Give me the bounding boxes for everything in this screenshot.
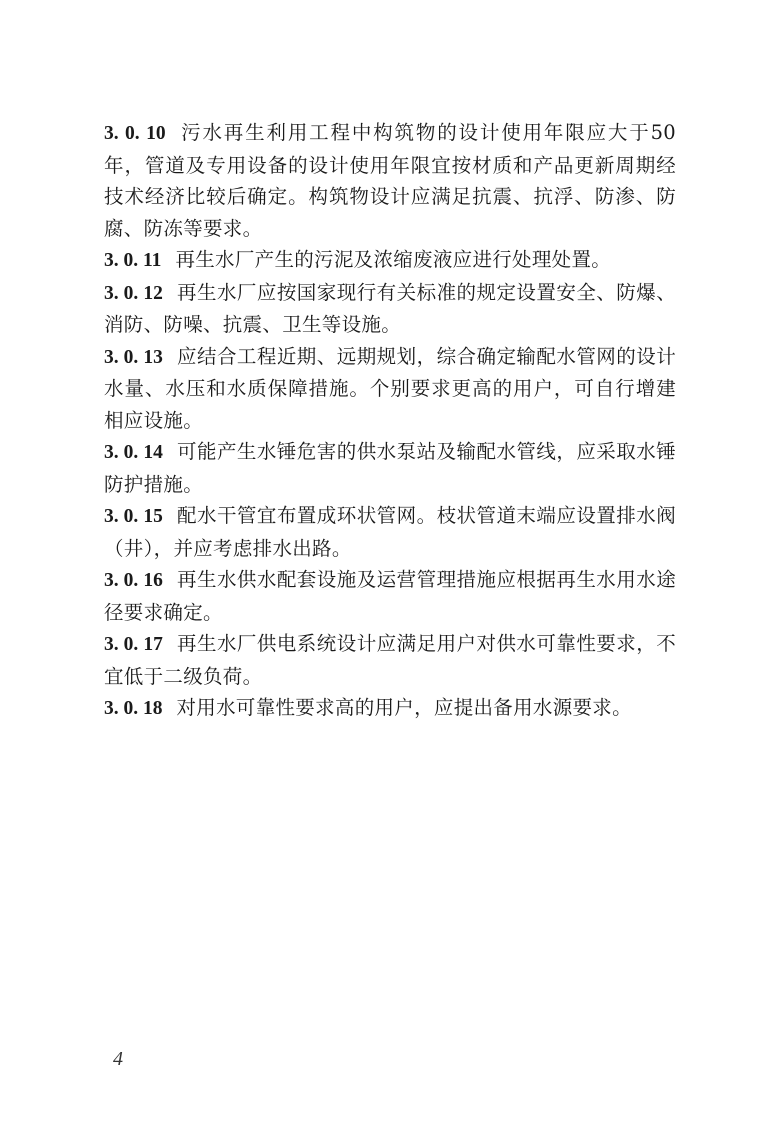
clause-3-0-15 bbox=[104, 500, 676, 564]
clause-text: 再生水供水配套设施及运营管理措施应根据再生水用水途径要求确定。 bbox=[104, 568, 676, 624]
clause-3-0-16 bbox=[104, 564, 676, 628]
clause-list bbox=[104, 117, 676, 725]
clause-number: 3. 0. 12 bbox=[104, 282, 163, 304]
clause-number: 3. 0. 15 bbox=[104, 506, 163, 527]
clause-text: 对用水可靠性要求高的用户，应提出备用水源要求。 bbox=[176, 696, 632, 719]
clause-3-0-10 bbox=[104, 117, 676, 244]
clause-3-0-12 bbox=[104, 277, 676, 341]
clause-text: 可能产生水锤危害的供水泵站及输配水管线，应采取水锤防护措施。 bbox=[104, 440, 676, 496]
clause-number: 3. 0. 11 bbox=[104, 250, 162, 271]
clause-number: 3. 0. 18 bbox=[104, 698, 163, 719]
clause-number: 3. 0. 13 bbox=[104, 346, 163, 368]
clause-3-0-17 bbox=[104, 628, 676, 692]
clause-3-0-18 bbox=[104, 692, 676, 725]
clause-text: 污水再生利用工程中构筑物的设计使用年限应大于50年，管道及专用设备的设计使用年限宜按材质和产品更新周期经技术经济比较后确定。构筑物设计应满足抗震、抗浮、防渗、防腐、防冻等要求。 bbox=[104, 121, 677, 240]
clause-3-0-14 bbox=[104, 436, 676, 500]
clause-text: 再生水厂应按国家现行有关标准的规定设置安全、防爆、消防、防噪、抗震、卫生等设施。 bbox=[104, 280, 676, 336]
clause-text: 再生水厂供电系统设计应满足用户对供水可靠性要求，不宜低于二级负荷。 bbox=[104, 632, 676, 688]
page-number: 4 bbox=[113, 1048, 123, 1070]
clause-number: 3. 0. 10 bbox=[104, 123, 166, 144]
clause-3-0-13 bbox=[104, 341, 676, 437]
clause-number: 3. 0. 17 bbox=[104, 634, 163, 655]
clause-text: 配水干管宜布置成环状管网。枝状管道末端应设置排水阀（井），并应考虑排水出路。 bbox=[104, 504, 676, 560]
clause-number: 3. 0. 14 bbox=[104, 442, 163, 463]
clause-3-0-11 bbox=[104, 244, 676, 277]
clause-text: 再生水厂产生的污泥及浓缩废液应进行处理处置。 bbox=[175, 248, 612, 271]
clause-number: 3. 0. 16 bbox=[104, 570, 163, 591]
clause-text: 应结合工程近期、远期规划，综合确定输配水管网的设计水量、水压和水质保障措施。个别要求更高的用户，可自行增建相应设施。 bbox=[104, 344, 676, 432]
